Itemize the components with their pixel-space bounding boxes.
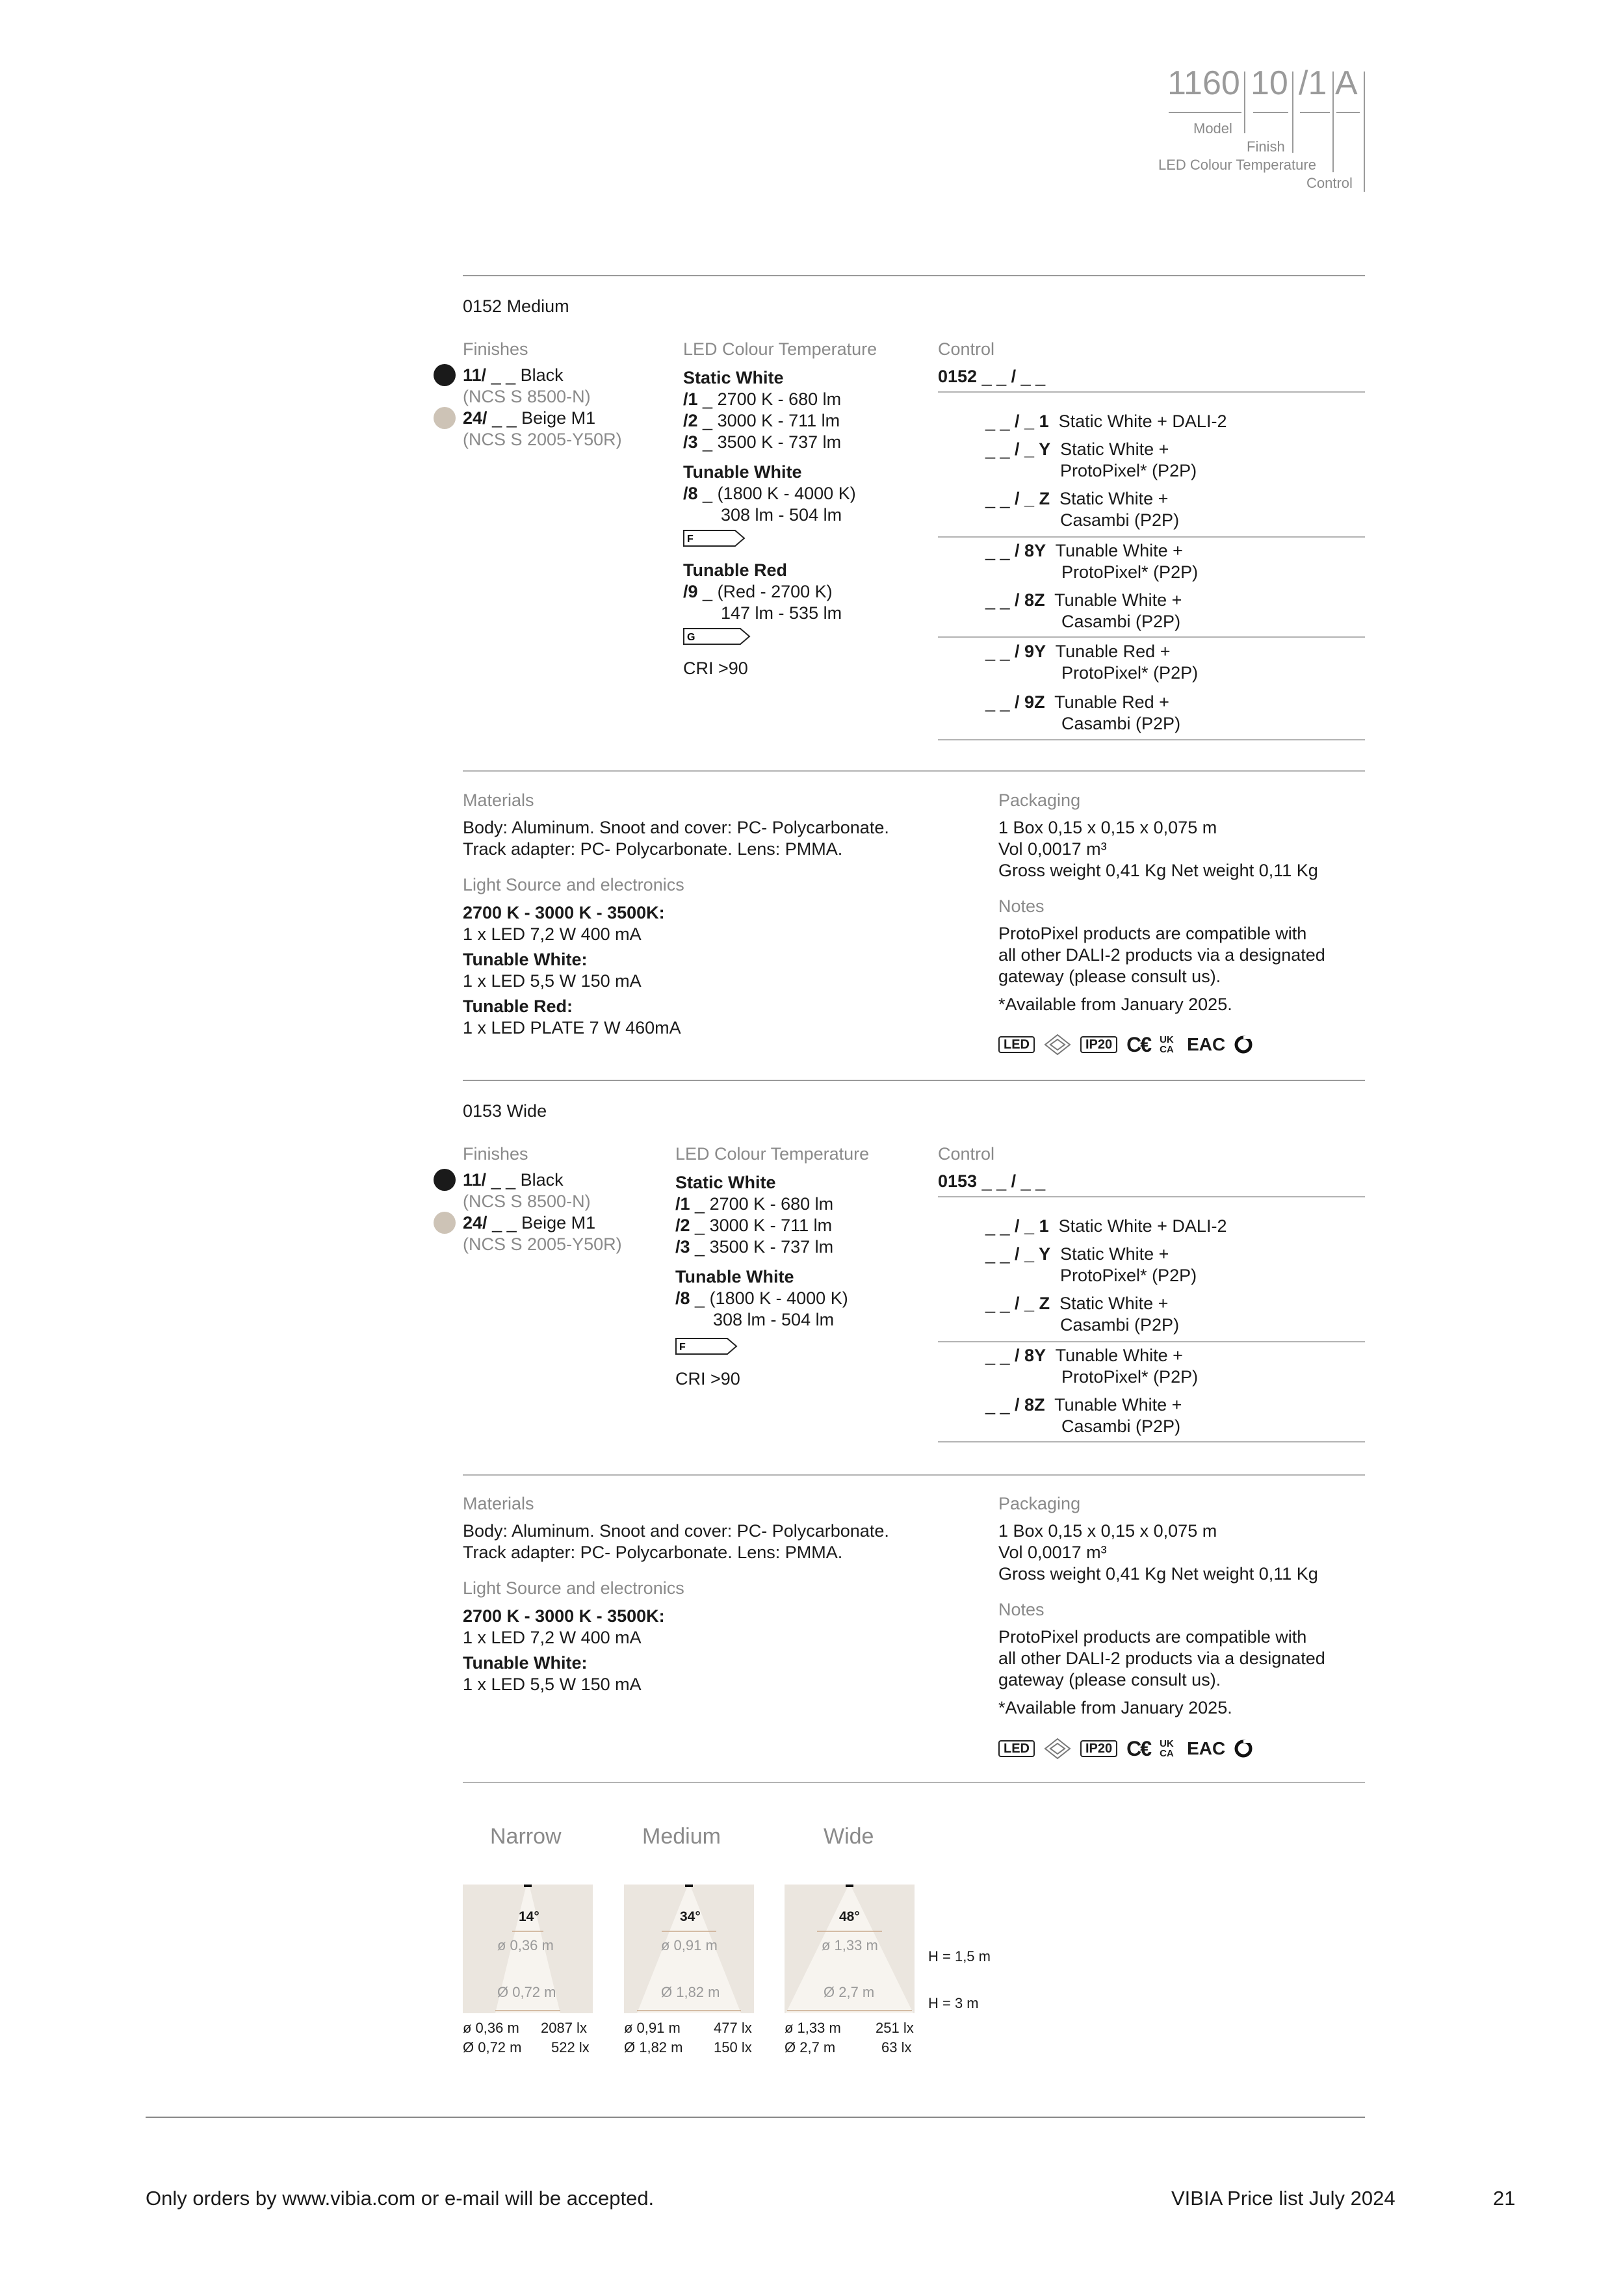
recycling-icon	[1234, 1035, 1253, 1054]
beam-diagram-narrow: 14° ø 0,36 m Ø 0,72 m	[463, 1885, 593, 2013]
led-badge-icon: LED	[998, 1036, 1035, 1053]
finish-row: 24/ _ _ Beige M1	[463, 1213, 596, 1233]
led-heading: LED Colour Temperature	[683, 339, 877, 359]
beam-diagram-medium: 34° ø 0,91 m Ø 1,82 m	[624, 1885, 754, 2013]
ip-rating-icon: IP20	[1080, 1036, 1117, 1053]
control-option: _ _ / 8Z Tunable White +	[985, 1395, 1182, 1415]
tunable-white-row: /8 _ (1800 K - 4000 K)	[683, 484, 856, 503]
code-control: A	[1335, 64, 1358, 102]
control-option: _ _ / 9Y Tunable Red +	[985, 642, 1171, 661]
control-heading: Control	[938, 1144, 995, 1164]
beam-value: ø 0,91 m	[624, 2020, 681, 2036]
swatch-black	[434, 1169, 456, 1191]
packaging-line: Vol 0,0017 m³	[998, 839, 1107, 859]
control-option: _ _ / 8Y Tunable White +	[985, 541, 1183, 560]
control-option-detail: ProtoPixel* (P2P)	[1061, 1367, 1199, 1387]
beam-value: ø 0,36 m	[463, 2020, 519, 2036]
beam-value: Ø 2,7 m	[785, 2039, 836, 2055]
static-row: /1 _ 2700 K - 680 lm	[675, 1194, 834, 1214]
static-row: /3 _ 3500 K - 737 lm	[683, 432, 842, 452]
control-option-detail: ProtoPixel* (P2P)	[1061, 562, 1199, 582]
beam-value: 63 lx	[881, 2039, 912, 2055]
code-finish: 10	[1251, 64, 1288, 102]
svg-text:F: F	[679, 1342, 686, 1353]
materials-heading: Materials	[463, 1494, 534, 1513]
packaging-line: Gross weight 0,41 Kg Net weight 0,11 Kg	[998, 861, 1318, 880]
light-text: 1 x LED 5,5 W 150 mA	[463, 1675, 642, 1694]
control-option: _ _ / _ 1 Static White + DALI-2	[985, 411, 1227, 431]
finish-ncs: (NCS S 8500-N)	[463, 1192, 591, 1211]
certifications	[998, 1738, 1253, 1760]
tunable-white-heading: Tunable White	[675, 1267, 794, 1286]
code-model: 1160	[1167, 64, 1240, 102]
materials-line: Track adapter: PC- Polycarbonate. Lens: PMMA.	[463, 1543, 843, 1562]
control-option-detail: Casambi (P2P)	[1060, 1315, 1180, 1335]
control-option-detail: ProtoPixel* (P2P)	[1061, 663, 1199, 683]
light-heading: Light Source and electronics	[463, 1578, 684, 1598]
light-bold: Tunable White:	[463, 1653, 588, 1673]
ip-rating-icon: IP20	[1080, 1740, 1117, 1757]
led-heading: LED Colour Temperature	[675, 1144, 870, 1164]
swatch-beige	[434, 1212, 456, 1234]
control-option-detail: ProtoPixel* (P2P)	[1060, 1266, 1197, 1285]
eac-mark-icon: EAC	[1187, 1738, 1226, 1758]
tunable-red-heading: Tunable Red	[683, 560, 788, 580]
led-badge-icon: LED	[998, 1740, 1035, 1757]
control-option-detail: Casambi (P2P)	[1061, 612, 1181, 631]
class-iii-icon	[1044, 1738, 1071, 1760]
light-text: 1 x LED 7,2 W 400 mA	[463, 1628, 642, 1647]
section-title: 0152 Medium	[463, 296, 569, 316]
light-text: 1 x LED 7,2 W 400 mA	[463, 924, 642, 944]
packaging-line: Vol 0,0017 m³	[998, 1543, 1107, 1562]
finish-row: 24/ _ _ Beige M1	[463, 408, 596, 428]
notes-line: gateway (please consult us).	[998, 967, 1221, 986]
notes-line: ProtoPixel products are compatible with	[998, 1627, 1307, 1647]
tunable-white-row: /8 _ (1800 K - 4000 K)	[675, 1288, 848, 1308]
light-bold: Tunable Red:	[463, 997, 573, 1016]
control-option: _ _ / _ Z Static White +	[985, 1294, 1169, 1313]
materials-line: Body: Aluminum. Snoot and cover: PC- Polycarbonate.	[463, 818, 889, 837]
packaging-heading: Packaging	[998, 1494, 1081, 1513]
light-bold: 2700 K - 3000 K - 3500K:	[463, 1606, 665, 1626]
beam-value: ø 1,33 m	[785, 2020, 841, 2036]
finishes-heading: Finishes	[463, 339, 528, 359]
label-model: Model	[1193, 120, 1232, 137]
label-led-temp: LED Colour Temperature	[1158, 157, 1316, 173]
energy-class-f-icon	[675, 1338, 738, 1355]
control-option-detail: Casambi (P2P)	[1061, 1416, 1181, 1436]
control-option-detail: ProtoPixel* (P2P)	[1060, 461, 1197, 480]
beam-title-wide: Wide	[824, 1824, 874, 1849]
notes-line: gateway (please consult us).	[998, 1670, 1221, 1689]
control-option: _ _ / 9Z Tunable Red +	[985, 692, 1169, 712]
ce-mark-icon: C€	[1126, 1032, 1151, 1056]
swatch-black	[434, 364, 456, 386]
height-label: H = 3 m	[928, 1995, 979, 2011]
beam-value: 477 lx	[714, 2020, 752, 2036]
control-option: _ _ / _ Z Static White +	[985, 489, 1169, 508]
static-white-heading: Static White	[683, 368, 784, 387]
tunable-red-row: /9 _ (Red - 2700 K)	[683, 582, 833, 601]
control-option-detail: Casambi (P2P)	[1061, 714, 1181, 733]
tunable-white-lm: 308 lm - 504 lm	[713, 1310, 835, 1329]
finish-ncs: (NCS S 2005-Y50R)	[463, 430, 622, 449]
ukca-mark-icon: UK CA	[1160, 1738, 1174, 1759]
beam-title-narrow: Narrow	[490, 1824, 562, 1849]
beam-value: Ø 1,82 m	[624, 2039, 683, 2055]
tunable-white-lm: 308 lm - 504 lm	[721, 505, 842, 525]
materials-line: Body: Aluminum. Snoot and cover: PC- Polycarbonate.	[463, 1521, 889, 1541]
beam-diagram-wide: 48° ø 1,33 m Ø 2,7 m	[785, 1885, 915, 2013]
notes-line: ProtoPixel products are compatible with	[998, 924, 1307, 943]
ukca-mark-icon: UK CA	[1160, 1034, 1174, 1055]
notes-line: *Available from January 2025.	[998, 995, 1232, 1014]
code-temperature: /1	[1299, 64, 1327, 102]
materials-line: Track adapter: PC- Polycarbonate. Lens: PMMA.	[463, 839, 843, 859]
notes-line: *Available from January 2025.	[998, 1698, 1232, 1717]
finish-ncs: (NCS S 2005-Y50R)	[463, 1234, 622, 1254]
finishes-heading: Finishes	[463, 1144, 528, 1164]
energy-class-f-icon	[683, 530, 746, 547]
control-option: _ _ / _ 1 Static White + DALI-2	[985, 1216, 1227, 1236]
beam-value: 150 lx	[714, 2039, 752, 2055]
control-option-detail: Casambi (P2P)	[1060, 510, 1180, 530]
notes-line: all other DALI-2 products via a designated	[998, 1649, 1325, 1668]
beam-title-medium: Medium	[642, 1824, 721, 1849]
finish-ncs: (NCS S 8500-N)	[463, 387, 591, 406]
svg-text:G: G	[687, 632, 695, 643]
height-label: H = 1,5 m	[928, 1948, 991, 1964]
packaging-heading: Packaging	[998, 790, 1081, 810]
static-white-heading: Static White	[675, 1173, 776, 1192]
label-finish: Finish	[1247, 138, 1285, 155]
beam-value: 251 lx	[876, 2020, 914, 2036]
light-bold: 2700 K - 3000 K - 3500K:	[463, 903, 665, 922]
control-code: 0153 _ _ / _ _	[938, 1171, 1046, 1191]
control-code: 0152 _ _ / _ _	[938, 367, 1046, 386]
ce-mark-icon: C€	[1126, 1736, 1151, 1760]
control-option: _ _ / _ Y Static White +	[985, 1244, 1169, 1264]
beam-value: 522 lx	[551, 2039, 590, 2055]
control-option: _ _ / 8Y Tunable White +	[985, 1346, 1183, 1365]
notes-heading: Notes	[998, 896, 1045, 916]
footer-brand: VIBIA Price list July 2024	[1171, 2187, 1396, 2210]
certifications	[998, 1034, 1253, 1056]
notes-line: all other DALI-2 products via a designated	[998, 945, 1325, 965]
light-heading: Light Source and electronics	[463, 875, 684, 894]
swatch-beige	[434, 407, 456, 429]
eac-mark-icon: EAC	[1187, 1034, 1226, 1054]
light-text: 1 x LED PLATE 7 W 460mA	[463, 1018, 681, 1037]
label-control: Control	[1306, 175, 1353, 191]
recycling-icon	[1234, 1739, 1253, 1758]
control-option: _ _ / _ Y Static White +	[985, 439, 1169, 459]
finish-row: 11/ _ _ Black	[463, 1170, 564, 1190]
energy-class-g-icon	[683, 628, 751, 645]
static-row: /1 _ 2700 K - 680 lm	[683, 389, 842, 409]
cri-value: CRI >90	[683, 659, 748, 678]
control-heading: Control	[938, 339, 995, 359]
beam-value: Ø 0,72 m	[463, 2039, 522, 2055]
tunable-red-lm: 147 lm - 535 lm	[721, 603, 842, 623]
light-text: 1 x LED 5,5 W 150 mA	[463, 971, 642, 991]
notes-heading: Notes	[998, 1600, 1045, 1619]
light-bold: Tunable White:	[463, 950, 588, 969]
packaging-line: 1 Box 0,15 x 0,15 x 0,075 m	[998, 818, 1217, 837]
control-option: _ _ / 8Z Tunable White +	[985, 590, 1182, 610]
section-title: 0153 Wide	[463, 1101, 547, 1121]
page-number: 21	[1493, 2187, 1516, 2210]
static-row: /2 _ 3000 K - 711 lm	[675, 1216, 833, 1235]
static-row: /3 _ 3500 K - 737 lm	[675, 1237, 834, 1257]
footer-note: Only orders by www.vibia.com or e-mail will be accepted.	[146, 2187, 655, 2210]
tunable-white-heading: Tunable White	[683, 462, 802, 482]
svg-text:F: F	[687, 534, 694, 545]
class-iii-icon	[1044, 1034, 1071, 1056]
packaging-line: Gross weight 0,41 Kg Net weight 0,11 Kg	[998, 1564, 1318, 1584]
packaging-line: 1 Box 0,15 x 0,15 x 0,075 m	[998, 1521, 1217, 1541]
beam-value: 2087 lx	[541, 2020, 587, 2036]
materials-heading: Materials	[463, 790, 534, 810]
cri-value: CRI >90	[675, 1369, 740, 1389]
finish-row: 11/ _ _ Black	[463, 365, 564, 385]
static-row: /2 _ 3000 K - 711 lm	[683, 411, 840, 430]
